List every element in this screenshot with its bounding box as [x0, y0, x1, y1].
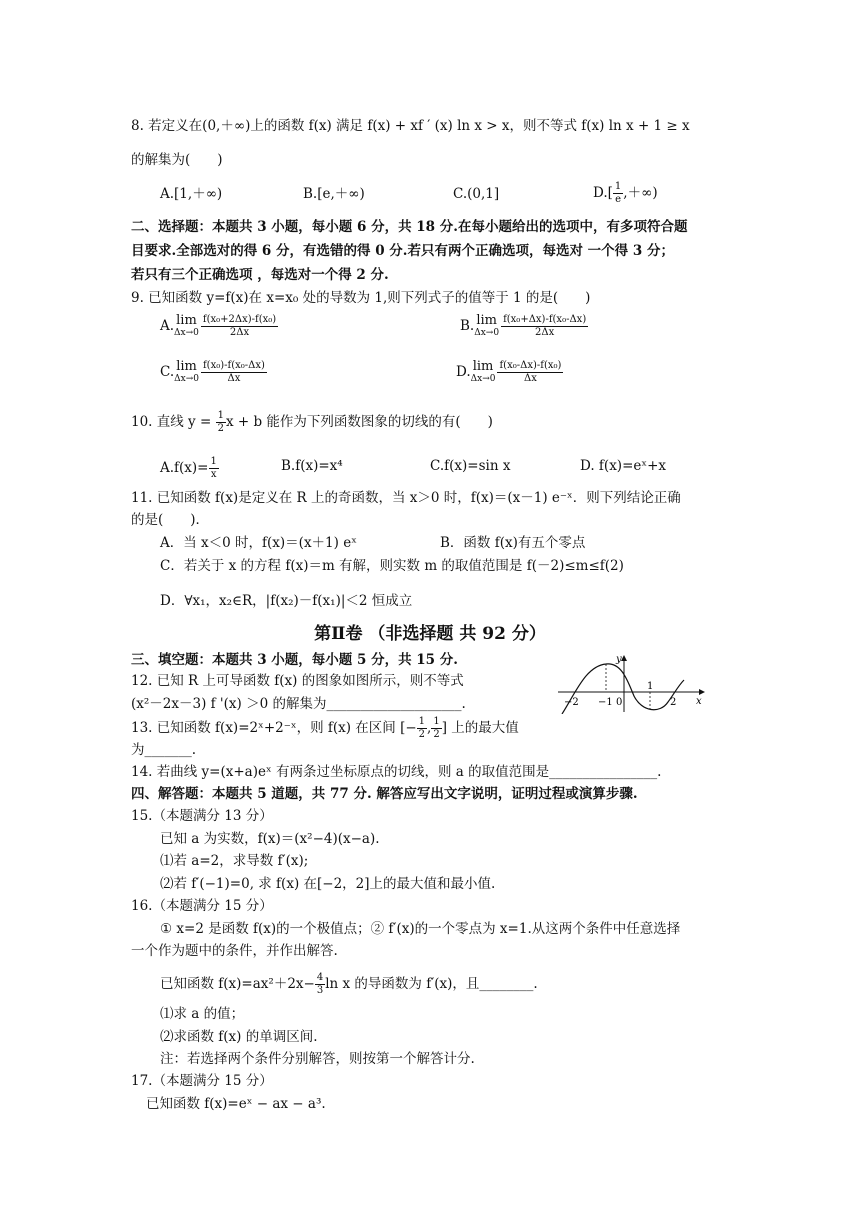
q8-d-pre: D.[ [593, 185, 613, 201]
q13-num2: 1 [433, 716, 440, 727]
q9-c-num: f(x₀)-f(x₀-Δx) [202, 360, 265, 371]
q10-a-den: x [210, 469, 217, 480]
q14: 14. 若曲线 y=(x+a)eˣ 有两条过坐标原点的切线，则 a 的取值范围是________________. [131, 764, 662, 780]
q9-a-limit [174, 312, 199, 339]
q9-a-label: A. [160, 318, 175, 334]
q16-den: 3 [316, 985, 324, 996]
q10-a-fraction [209, 456, 219, 481]
q10-num: 1 [217, 410, 224, 421]
q13-fraction-2 [431, 716, 441, 741]
q11-option-b: B．函数 f(x)有五个零点 [440, 535, 586, 551]
q9-d-num: f(x₀-Δx)-f(x₀) [499, 360, 562, 371]
q8-option-b: B.[e,＋∞) [303, 186, 365, 202]
q9-option-d [456, 360, 563, 385]
section4-title: 四、解答题：本题共 5 道题，共 77 分. 解答应写出文字说明，证明过程或演算步骤. [131, 786, 638, 802]
q10-a-num: 1 [210, 456, 217, 467]
q16-line1: ① x=2 是函数 f(x)的一个极值点；② f′(x)的一个零点为 x=1.从这两个条件中任意选择 [160, 921, 681, 937]
q9-option-a [160, 314, 278, 339]
q9-option-b [460, 314, 588, 339]
lim-sub: Δx→0 [474, 327, 500, 338]
q9-d-fraction [497, 360, 563, 385]
x-label: x [696, 696, 702, 707]
tick-minus2: −2 [564, 697, 579, 708]
q13-den2: 2 [433, 729, 440, 740]
q9-b-num: f(x₀+Δx)-f(x₀-Δx) [503, 314, 587, 325]
q12-line1: 12. 已知 R 上可导函数 f(x) 的图象如图所示，则不等式 [131, 673, 464, 689]
q8-d-den: e [615, 194, 622, 205]
q9-option-c [160, 360, 267, 385]
lim-sub: Δx→0 [174, 327, 199, 338]
section2-line3: 若只有三个正确选项 ，每选对一个得 2 分. [131, 267, 389, 283]
curve [562, 664, 684, 714]
q13-pre: 13. 已知函数 f(x)=2ˣ+2⁻ˣ，则 f(x) 在区间 [− [131, 720, 417, 736]
q8-d-fraction [613, 181, 623, 206]
q11-line2: 的是( )． [131, 512, 210, 528]
q10-option-d: D. f(x)=eˣ+x [580, 458, 667, 474]
q12-line2: (x²－2x－3) f '(x) ＞0 的解集为____________________. [131, 696, 466, 712]
q13-fraction-1 [417, 716, 427, 741]
q9-b-label: B. [460, 318, 475, 334]
q9-b-limit [474, 312, 500, 339]
q10-option-b: B.f(x)=x⁴ [281, 458, 343, 474]
q9-a-den: 2Δx [229, 327, 250, 338]
q8-option-d [593, 181, 658, 206]
q9-c-label: C. [160, 364, 175, 380]
lim-sub: Δx→0 [470, 373, 496, 384]
section2-line1: 二、选择题：本题共 3 小题，每小题 6 分，共 18 分.在每小题给出的选项中，有多项符合题 [131, 219, 688, 235]
q10-den: 2 [217, 423, 224, 434]
tick-0: 0 [616, 697, 623, 708]
lim-word: lim [176, 358, 197, 374]
tick-minus1: −1 [598, 697, 613, 708]
section2-line2: 目要求.全部选对的得 6 分，有选错的得 0 分.若只有两个正确选项，每选对 一个得 3 分； [131, 243, 674, 259]
tick-2: 2 [670, 697, 677, 708]
q9-d-den: Δx [524, 373, 537, 384]
q8-option-a: A.[1,＋∞) [160, 186, 223, 202]
q9-a-fraction [201, 314, 278, 339]
q9-a-num: f(x₀+2Δx)-f(x₀) [202, 314, 277, 325]
q16-stem-pre: 已知函数 f(x)=ax²＋2x− [160, 976, 315, 992]
q13-post: ] 上的最大值 [441, 720, 519, 736]
q8-line1: 8. 若定义在(0,＋∞)上的函数 f(x) 满足 f(x) + xf ′ (x) ln x > x，则不等式 f(x) ln x + 1 ≥ x [131, 118, 690, 134]
q10-stem-pre: 10. 直线 y = [131, 414, 212, 430]
q11-option-d: D．∀x₁，x₂∈R，|f(x₂)－f(x₁)|＜2 恒成立 [160, 593, 413, 609]
q17-head: 17.（本题满分 15 分） [131, 1073, 273, 1089]
lim-word: lim [472, 358, 494, 374]
section3-title: 三、填空题：本题共 3 小题，每小题 5 分，共 15 分. [131, 652, 458, 668]
lim-word: lim [176, 312, 197, 328]
q15-part1: ⑴若 a=2，求导数 f′(x); [160, 853, 309, 869]
q10-stem [131, 410, 493, 435]
q16-part1: ⑴求 a 的值； [160, 1006, 245, 1022]
lim-word: lim [476, 312, 497, 328]
q13-num1: 1 [418, 716, 426, 727]
q12-function-graph [556, 652, 708, 714]
q16-fraction [315, 972, 325, 997]
q13-mid: , [427, 720, 432, 736]
q8-d-post: ,＋∞) [623, 185, 658, 201]
q15-stem: 已知 a 为实数，f(x)＝(x²−4)(x−a). [160, 831, 380, 847]
q8-option-c: C.(0,1] [453, 186, 500, 202]
q9-c-den: Δx [227, 373, 241, 384]
q8-d-num: 1 [614, 181, 622, 192]
q13-line1 [131, 716, 519, 741]
part2-title: 第Ⅱ卷 （非选择题 共 92 分） [314, 624, 546, 644]
q10-stem-post: x + b 能作为下列函数图象的切线的有( ) [225, 414, 493, 430]
q10-option-c: C.f(x)=sin x [430, 458, 511, 474]
q16-head: 16.（本题满分 15 分） [131, 898, 273, 914]
q16-stem-post: ln x 的导函数为 f′(x)，且________. [325, 976, 538, 992]
q16-part2: ⑵求函数 f(x) 的单调区间. [160, 1029, 318, 1045]
q15-head: 15.（本题满分 13 分） [131, 808, 273, 824]
q11-line1: 11. 已知函数 f(x)是定义在 R 上的奇函数，当 x＞0 时，f(x)＝(x－1) e⁻ˣ．则下列结论正确 [131, 490, 681, 506]
q16-stem [160, 972, 538, 997]
q16-line2: 一个作为题中的条件，并作出解答. [131, 943, 338, 959]
q9-d-label: D. [456, 364, 471, 380]
q8-line2: 的解集为( ) [131, 152, 223, 168]
lim-sub: Δx→0 [174, 373, 199, 384]
q10-fraction [216, 410, 226, 435]
q10-option-a [160, 456, 219, 481]
q9-c-limit [174, 358, 199, 385]
q9-d-limit [470, 358, 496, 385]
q11-option-a: A．当 x＜0 时，f(x)＝(x＋1) eˣ [160, 535, 357, 551]
q16-note: 注：若选择两个条件分别解答，则按第一个解答计分. [160, 1051, 475, 1067]
y-label: y [616, 654, 622, 665]
q13-den1: 2 [418, 729, 426, 740]
q13-line2: 为_______. [131, 742, 197, 758]
q11-option-c: C．若关于 x 的方程 f(x)＝m 有解，则实数 m 的取值范围是 f(－2)≤m≤f(2) [160, 558, 624, 574]
q17-stem: 已知函数 f(x)=eˣ − ax − a³. [146, 1096, 326, 1112]
q9-c-fraction [201, 360, 267, 385]
q9-stem: 9. 已知函数 y=f(x)在 x=x₀ 处的导数为 1,则下列式子的值等于 1 的是( ) [131, 290, 591, 306]
q16-num: 4 [316, 972, 324, 983]
q9-b-fraction [501, 314, 588, 339]
tick-1: 1 [647, 681, 654, 692]
q15-part2: ⑵若 f′(−1)=0, 求 f(x) 在[−2，2]上的最大值和最小值. [160, 876, 496, 892]
q9-b-den: 2Δx [535, 327, 555, 338]
q10-a-pre: A.f(x)= [160, 460, 209, 476]
